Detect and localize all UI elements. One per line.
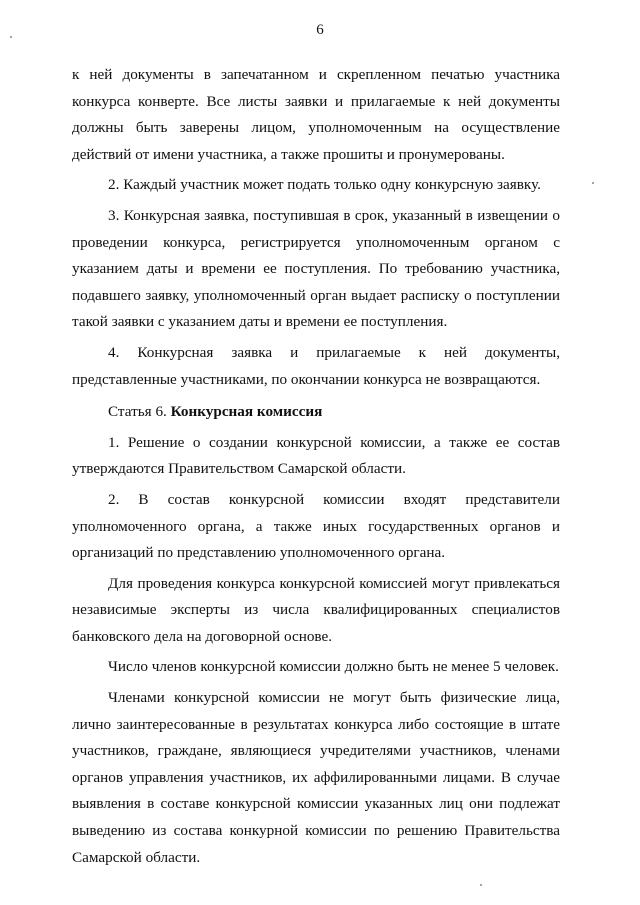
- scan-speck: [10, 36, 12, 38]
- paragraph-item-3: 3. Конкурсная заявка, поступившая в срок, указанный в извещении о проведении конкурса, регистрируется уполномоченным органом с указанием даты и времени ее поступления. По требованию участника, подавшего заявку, уполномоченный орган выдает расписку о поступлении такой заявки с указанием даты и времени ее поступления.: [72, 206, 560, 331]
- document-body: [72, 62, 560, 871]
- article-label: Статья 6.: [108, 403, 167, 421]
- paragraph-item-2: 2. Каждый участник может подать только одну конкурсную заявку.: [108, 176, 541, 194]
- paragraph-commission-1: 1. Решение о создании конкурсной комиссии, а также ее состав утверждаются Правительством Самарской области.: [72, 433, 560, 478]
- page-number: 6: [316, 22, 324, 38]
- article-heading: [72, 399, 560, 426]
- scan-speck: [480, 884, 482, 886]
- paragraph-item-4: 4. Конкурсная заявка и прилагаемые к ней документы, представленные участниками, по окончании конкурса не возвращаются.: [72, 343, 560, 388]
- article-title: Конкурсная комиссия: [170, 403, 323, 421]
- paragraph-continuation: к ней документы в запечатанном и скрепленном печатью участника конкурса конверте. Все листы заявки и прилагаемые к ней документы должны быть заверены лицом, уполномоченным на осуществление действий от имени участника, а также прошиты и пронумерованы.: [72, 66, 560, 163]
- paragraph-members-count: Число членов конкурсной комиссии должно быть не менее 5 человек.: [108, 658, 559, 676]
- paragraph-commission-2: 2. В состав конкурсной комиссии входят представители уполномоченного органа, а также иных государственных органов и организаций по представлению уполномоченного органа.: [72, 490, 560, 562]
- paragraph-members-restrictions: Членами конкурсной комиссии не могут быть физические лица, лично заинтересованные в результатах конкурса либо состоящие в штате участников, граждане, являющиеся учредителями участников, членами органов управления участников, их аффилированными лицами. В случае выявления в составе конкурсной комиссии указанных лиц они подлежат выведению из состава конкурной комиссии по решению Правительства Самарской области.: [72, 689, 560, 866]
- paragraph-experts: Для проведения конкурса конкурсной комиссией могут привлекаться независимые эксперты из числа квалифицированных специалистов банковского дела на договорной основе.: [72, 574, 560, 645]
- scan-speck: [592, 182, 594, 184]
